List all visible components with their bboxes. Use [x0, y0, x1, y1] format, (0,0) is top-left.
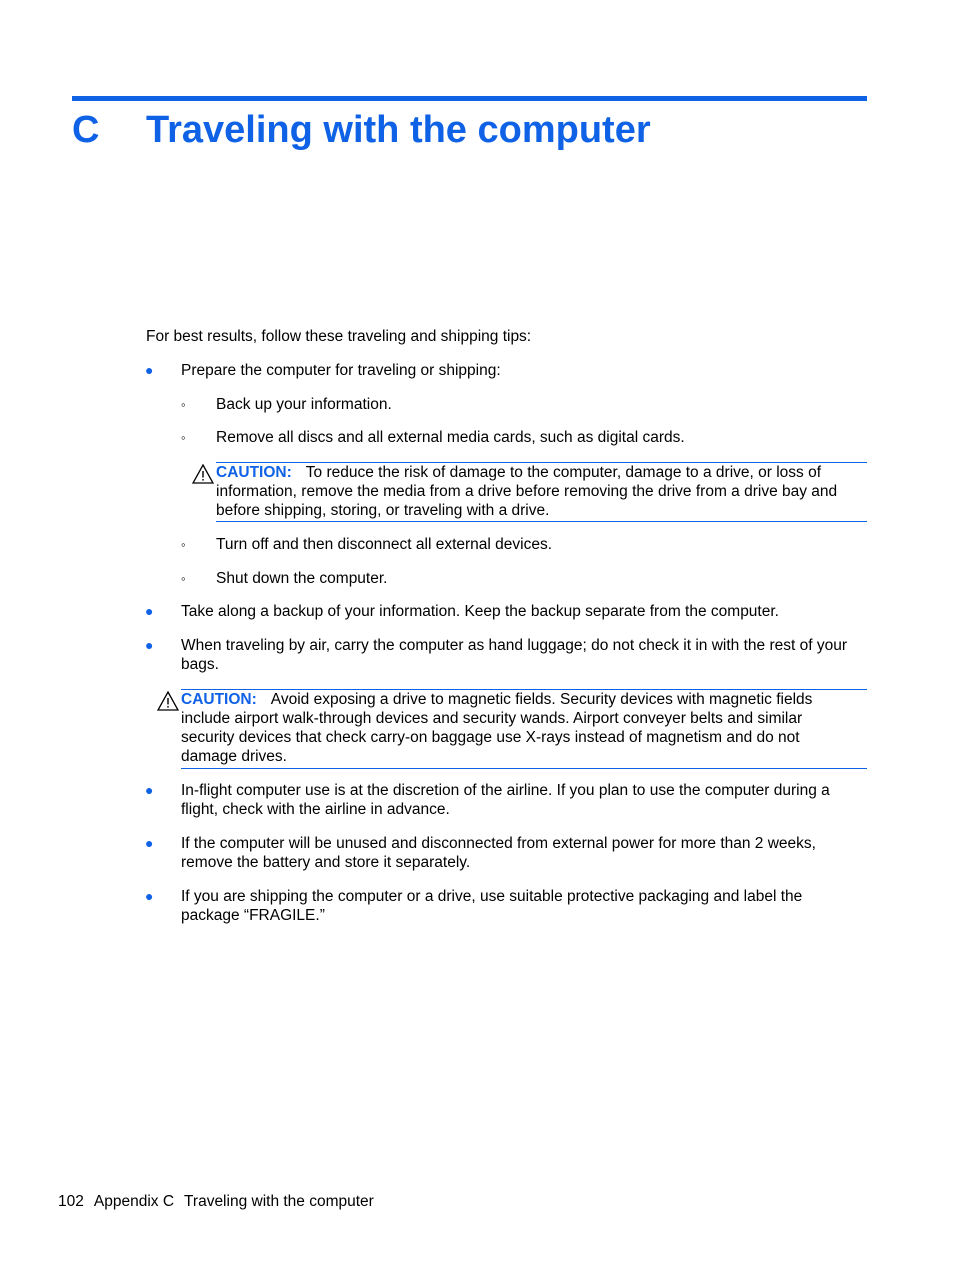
caution-bottom-rule [216, 521, 867, 522]
bullet-dot: ● [145, 603, 154, 619]
intro-paragraph: For best results, follow these traveling and shipping tips: [146, 328, 532, 345]
chapter-title: Traveling with the computer [146, 109, 651, 151]
list-item-prepare: Prepare the computer for traveling or shipping: [181, 362, 501, 379]
list-item-air-travel: When traveling by air, carry the computer as hand luggage; do not check it in with the rest of your bags. [181, 637, 847, 673]
footer-section: Appendix C [93, 1193, 175, 1210]
bullet-dot: ● [145, 362, 154, 378]
chapter-rule [72, 96, 867, 101]
sub-bullet-mark: ◦ [181, 571, 186, 586]
sub-bullet-mark: ◦ [181, 397, 186, 412]
caution-label: CAUTION: [181, 691, 257, 708]
caution-note [216, 463, 867, 520]
list-item-battery: If the computer will be unused and disconnected from external power for more than 2 weeks, remove the battery and store it separately. [181, 835, 816, 871]
sub-item-backup: Back up your information. [216, 396, 392, 413]
sub-item-disconnect: Turn off and then disconnect all external devices. [216, 536, 553, 553]
caution-label: CAUTION: [216, 464, 292, 481]
sub-bullet-mark: ◦ [181, 537, 186, 552]
warning-triangle-icon [157, 691, 179, 711]
bullet-dot: ● [145, 782, 154, 798]
caution-text: Avoid exposing a drive to magnetic fields. Security devices with magnetic fields include airport walk-through devices and security wands. Airport conveyer belts and similar security devices that check carry-on baggage use X-rays instead of magnetism and do not damage drives. [181, 691, 813, 765]
bullet-dot: ● [145, 637, 154, 653]
warning-triangle-icon [192, 464, 214, 484]
list-item-inflight: In-flight computer use is at the discretion of the airline. If you plan to use the computer during a flight, check with the airline in advance. [181, 782, 830, 818]
sub-bullet-mark: ◦ [181, 430, 186, 445]
caution-text: To reduce the risk of damage to the computer, damage to a drive, or loss of information, remove the media from a drive before removing the drive from a drive bay and before shipping, storing, or traveling with a drive. [216, 464, 838, 519]
page-footer [58, 1192, 384, 1211]
bullet-dot: ● [145, 888, 154, 904]
list-item-backup: Take along a backup of your information. Keep the backup separate from the computer. [181, 603, 779, 620]
list-item-shipping: If you are shipping the computer or a drive, use suitable protective packaging and label the package “FRAGILE.” [181, 888, 803, 924]
caution-note [181, 690, 851, 766]
footer-title: Traveling with the computer [184, 1193, 374, 1210]
caution-bottom-rule [181, 768, 867, 769]
page-number: 102 [58, 1193, 84, 1210]
bullet-dot: ● [145, 835, 154, 851]
chapter-letter: C [72, 109, 100, 151]
sub-item-shutdown: Shut down the computer. [216, 570, 388, 587]
sub-item-remove-media: Remove all discs and all external media cards, such as digital cards. [216, 429, 685, 446]
